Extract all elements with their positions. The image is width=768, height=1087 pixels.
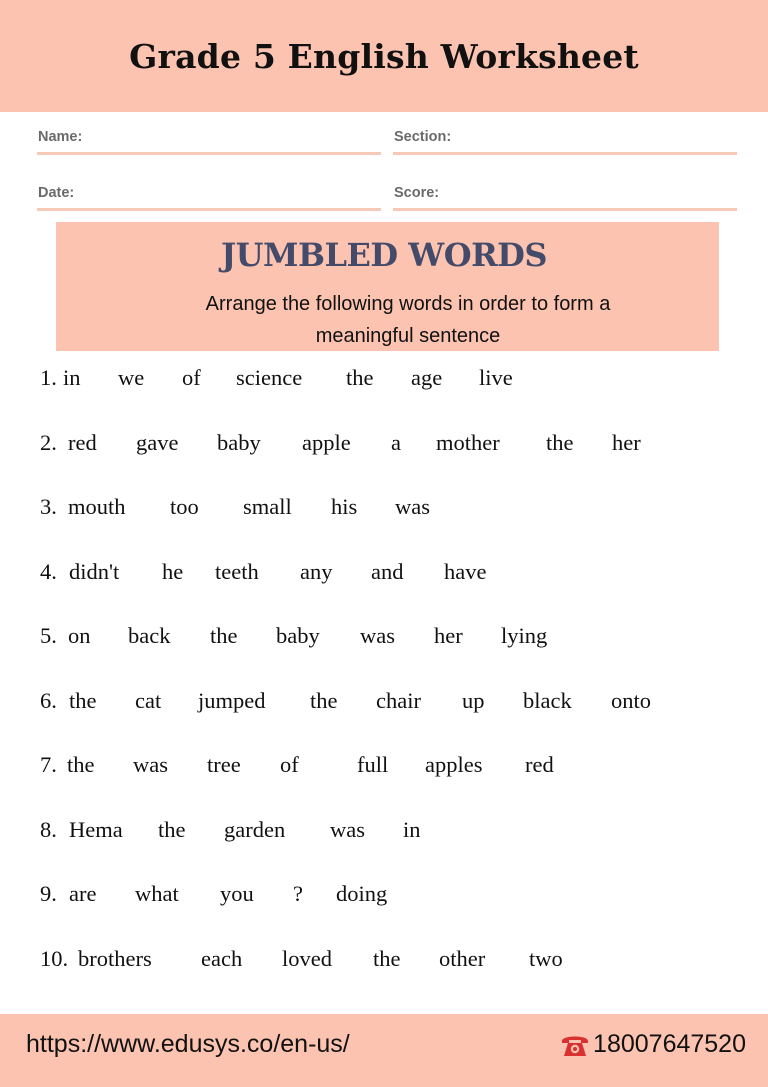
question-number: 9. — [40, 881, 57, 906]
jumbled-word: we — [118, 365, 145, 390]
question-row — [0, 946, 768, 976]
question-row — [0, 752, 768, 782]
page-title: Grade 5 English Worksheet — [129, 36, 639, 76]
jumbled-word: and — [371, 559, 404, 584]
jumbled-word: loved — [282, 946, 332, 971]
jumbled-word: too — [170, 494, 199, 519]
jumbled-word: back — [128, 623, 171, 648]
jumbled-word: chair — [376, 688, 421, 713]
jumbled-word: full — [357, 752, 389, 777]
jumbled-word: apple — [302, 430, 351, 455]
question-number: 5. — [40, 623, 57, 648]
jumbled-word: was — [330, 817, 365, 842]
jumbled-word: any — [300, 559, 333, 584]
jumbled-word: doing — [336, 881, 388, 906]
jumbled-word: the — [158, 817, 186, 842]
page-header — [0, 0, 768, 112]
section-field[interactable] — [393, 122, 737, 155]
jumbled-word: black — [523, 688, 572, 713]
jumbled-word: teeth — [215, 559, 259, 584]
question-number: 4. — [40, 559, 57, 584]
jumbled-word: baby — [217, 430, 261, 455]
question-row — [0, 688, 768, 718]
jumbled-word: the — [310, 688, 338, 713]
jumbled-word: baby — [276, 623, 320, 648]
question-row — [0, 881, 768, 911]
question-row — [0, 365, 768, 395]
jumbled-word: have — [444, 559, 487, 584]
score-field[interactable] — [393, 178, 737, 211]
jumbled-word: the — [69, 688, 97, 713]
jumbled-word: garden — [224, 817, 286, 842]
section-label: Section: — [394, 129, 452, 145]
jumbled-word: didn't — [69, 559, 120, 584]
jumbled-word: science — [236, 365, 303, 390]
jumbled-word: ? — [293, 881, 303, 906]
jumbled-word: the — [346, 365, 374, 390]
jumbled-word: a — [391, 430, 401, 455]
jumbled-word: you — [220, 881, 254, 906]
question-row — [0, 817, 768, 847]
phone-number: 18007647520 — [593, 1030, 746, 1058]
website-link[interactable]: https://www.edusys.co/en-us/ — [26, 1030, 350, 1058]
jumbled-word: what — [135, 881, 179, 906]
jumbled-word: live — [479, 365, 513, 390]
jumbled-word: gave — [136, 430, 179, 455]
date-field[interactable] — [37, 178, 381, 211]
date-label: Date: — [38, 185, 75, 201]
jumbled-word: her — [612, 430, 641, 455]
jumbled-word: was — [395, 494, 430, 519]
jumbled-word: in — [403, 817, 421, 842]
jumbled-word: tree — [207, 752, 241, 777]
jumbled-word: on — [68, 623, 91, 648]
name-field[interactable] — [37, 122, 381, 155]
jumbled-word: the — [373, 946, 401, 971]
jumbled-word: of — [182, 365, 201, 390]
question-number: 6. — [40, 688, 57, 713]
jumbled-word: of — [280, 752, 299, 777]
jumbled-word: other — [439, 946, 486, 971]
question-number: 7. — [40, 752, 57, 777]
jumbled-word: was — [133, 752, 168, 777]
jumbled-word: apples — [425, 752, 483, 777]
jumbled-word: brothers — [78, 946, 152, 971]
question-number: 3. — [40, 494, 57, 519]
score-label: Score: — [394, 185, 440, 201]
question-number: 2. — [40, 430, 57, 455]
jumbled-word: his — [331, 494, 358, 519]
question-row — [0, 494, 768, 524]
jumbled-word: are — [69, 881, 97, 906]
jumbled-word: lying — [501, 623, 548, 648]
jumbled-word: age — [411, 365, 443, 390]
jumbled-word: the — [210, 623, 238, 648]
jumbled-word: small — [243, 494, 292, 519]
question-row — [0, 430, 768, 460]
question-number: 10. — [40, 946, 69, 971]
jumbled-word: cat — [135, 688, 162, 713]
jumbled-word: he — [162, 559, 184, 584]
question-number: 1. — [40, 365, 57, 390]
page-footer — [0, 1014, 768, 1087]
jumbled-word: onto — [611, 688, 652, 713]
jumbled-word: in — [63, 365, 81, 390]
jumbled-word: was — [360, 623, 395, 648]
jumbled-word: the — [67, 752, 95, 777]
jumbled-word: up — [462, 688, 485, 713]
name-label: Name: — [38, 129, 83, 145]
jumbled-word: jumped — [198, 688, 266, 713]
jumbled-word: the — [546, 430, 574, 455]
question-row — [0, 623, 768, 653]
jumbled-word: mouth — [68, 494, 126, 519]
jumbled-word: red — [525, 752, 554, 777]
telephone-icon — [560, 1032, 590, 1058]
phone-contact — [560, 1030, 746, 1059]
jumbled-word: two — [529, 946, 563, 971]
jumbled-word: mother — [436, 430, 500, 455]
question-row — [0, 559, 768, 589]
jumbled-word: red — [68, 430, 97, 455]
jumbled-word: Hema — [69, 817, 123, 842]
instruction-text: Arrange the following words in order to form a meaningful sentence — [205, 293, 611, 347]
jumbled-word: each — [201, 946, 243, 971]
section-title: JUMBLED WORDS — [220, 236, 548, 274]
question-number: 8. — [40, 817, 57, 842]
jumbled-word: her — [434, 623, 463, 648]
